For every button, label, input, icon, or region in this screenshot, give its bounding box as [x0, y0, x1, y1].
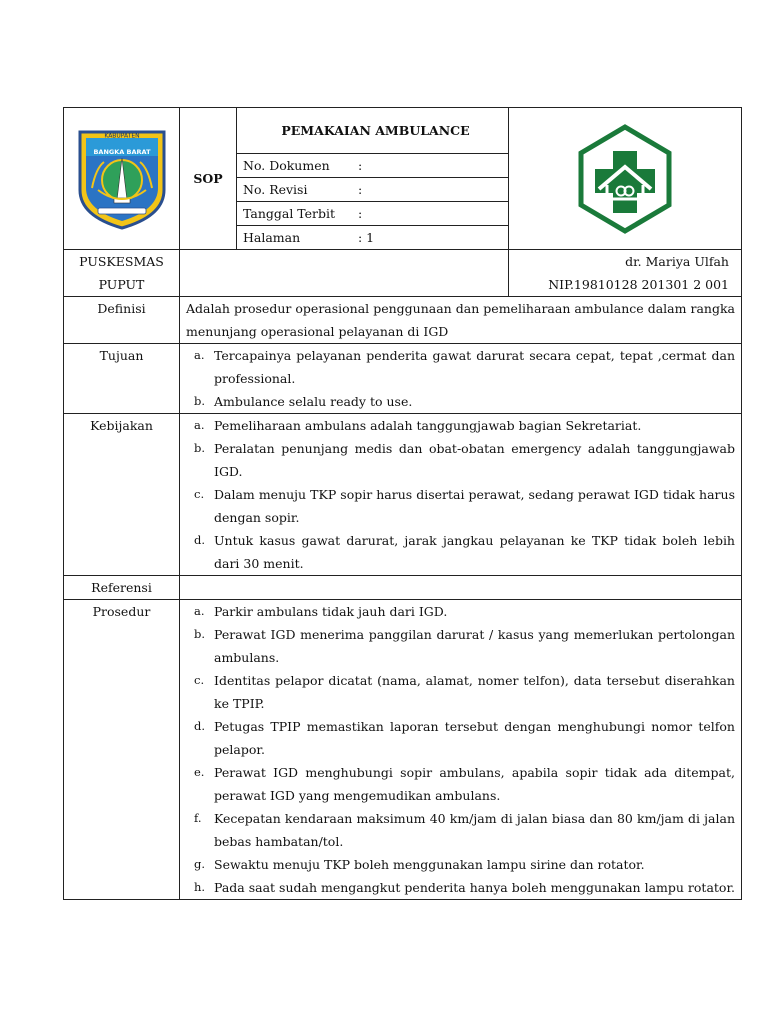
list-item: g. Sewaktu menuju TKP boleh menggunakan lampu sirine dan rotator.	[194, 857, 645, 872]
field-no-revisi: No. Revisi :	[237, 178, 508, 202]
document-fields	[237, 108, 508, 249]
list-item: e. Perawat IGD menghubungi sopir ambulans, apabila sopir tidak ada ditempat, perawat IGD yang mengemudikan ambulans.	[194, 765, 735, 803]
sop-document	[63, 107, 741, 900]
signer-nip: NIP.19810128 201301 2 001	[548, 277, 729, 292]
section-prosedur	[64, 600, 742, 900]
section-list	[180, 414, 742, 576]
field-tanggal-terbit: Tanggal Terbit :	[237, 202, 508, 226]
field-halaman: Halaman : 1	[243, 230, 375, 245]
signer-block	[509, 250, 742, 297]
section-list	[180, 600, 742, 900]
section-label: Prosedur	[64, 600, 180, 900]
puskesmas-name: PUSKESMAS PUPUT	[64, 250, 180, 297]
svg-text:BANGKA BARAT: BANGKA BARAT	[92, 147, 151, 156]
sop-table	[63, 107, 742, 900]
list-item: b. Perawat IGD menerima panggilan darurat / kasus yang memerlukan pertolongan ambulans.	[194, 627, 735, 665]
list-item: d. Untuk kasus gawat darurat, jarak jangkau pelayanan ke TKP tidak boleh lebih dari 30 menit.	[194, 533, 735, 571]
org-row	[64, 250, 742, 297]
list-item: h. Pada saat sudah mengangkut penderita hanya boleh menggunakan lampu rotator.	[194, 880, 736, 895]
section-label: Referensi	[64, 576, 180, 600]
signer-name: dr. Mariya Ulfah	[625, 254, 729, 269]
list-item: b. Peralatan penunjang medis dan obat-obatan emergency adalah tanggungjawab IGD.	[194, 441, 735, 479]
list-item: a. Pemeliharaan ambulans adalah tanggungjawab bagian Sekretariat.	[194, 418, 642, 433]
section-label: Definisi	[64, 297, 180, 344]
list-item: a. Tercapainya pelayanan penderita gawat darurat secara cepat, tepat ,cermat dan professional.	[194, 348, 735, 386]
svg-text:KABUPATEN: KABUPATEN	[103, 132, 140, 139]
section-referensi	[64, 576, 742, 600]
section-label: Tujuan	[64, 344, 180, 414]
kabupaten-bangka-barat-emblem-icon	[76, 128, 168, 230]
sop-label: SOP	[180, 108, 237, 250]
section-list	[180, 344, 742, 414]
section-text: Adalah prosedur operasional penggunaan dan pemeliharaan ambulance dalam rangka menunjang operasional pelayanan di IGD	[180, 297, 742, 344]
org-spacer	[180, 250, 509, 297]
header-row	[64, 108, 742, 250]
list-item: c. Dalam menuju TKP sopir harus disertai perawat, sedang perawat IGD tidak harus dengan sopir.	[194, 487, 735, 525]
puskesmas-logo-icon	[569, 123, 681, 235]
section-tujuan	[64, 344, 742, 414]
list-item: f. Kecepatan kendaraan maksimum 40 km/jam di jalan biasa dan 80 km/jam di jalan bebas hambatan/tol.	[194, 811, 735, 849]
list-item: b. Ambulance selalu ready to use.	[194, 394, 413, 409]
section-text	[180, 576, 742, 600]
title-block	[237, 108, 509, 250]
document-title: PEMAKAIAN AMBULANCE	[237, 108, 508, 154]
left-logo-cell	[64, 108, 180, 250]
section-label: Kebijakan	[64, 414, 180, 576]
right-logo-cell	[509, 108, 742, 250]
field-no-dokumen: No. Dokumen :	[237, 154, 508, 178]
list-item: a. Parkir ambulans tidak jauh dari IGD.	[194, 604, 448, 619]
section-kebijakan	[64, 414, 742, 576]
list-item: d. Petugas TPIP memastikan laporan tersebut dengan menghubungi nomor telfon pelapor.	[194, 719, 735, 757]
section-definisi	[64, 297, 742, 344]
list-item: c. Identitas pelapor dicatat (nama, alamat, nomer telfon), data tersebut diserahkan ke TPIP.	[194, 673, 735, 711]
